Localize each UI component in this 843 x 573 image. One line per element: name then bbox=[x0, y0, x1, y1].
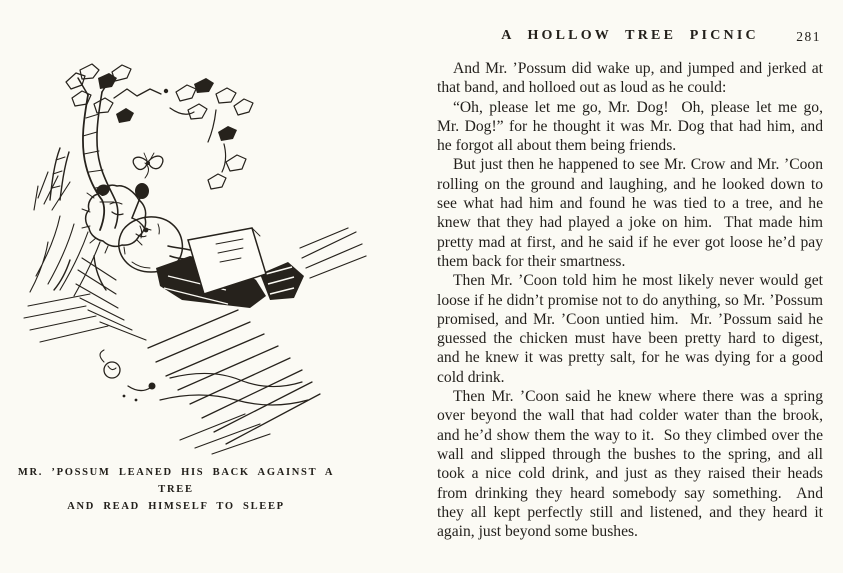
text-line: rolling on the ground and laughing, and he looked down to bbox=[437, 175, 823, 193]
paragraph bbox=[437, 98, 823, 156]
story-text bbox=[437, 59, 823, 541]
text-line: see what had him and found he was tied to a tree, and he bbox=[437, 195, 823, 213]
text-line: that band, and holloed out as loud as he could: bbox=[437, 79, 727, 97]
text-line: again, just beyond some bushes. bbox=[437, 523, 638, 541]
page-number: 281 bbox=[796, 29, 821, 44]
text-line: Then Mr. ’Coon told him he most likely never would get bbox=[453, 272, 823, 290]
illustration-caption bbox=[8, 464, 344, 515]
text-line: took a nice cold drink, and just as they raised their heads bbox=[437, 465, 823, 483]
text-line: But just then he happened to see Mr. Crow and Mr. ’Coon bbox=[453, 156, 823, 174]
text-line: and he knew it was pretty salt, for he was dying for a good bbox=[437, 349, 823, 367]
text-line: Then Mr. ’Coon said he knew where there was a spring bbox=[453, 388, 823, 406]
paragraph bbox=[437, 59, 823, 98]
text-line: from drinking they heard somebody say something. And bbox=[437, 484, 823, 502]
text-line: knew that they had played a joke on him. That made him bbox=[437, 214, 823, 232]
text-line: wall and slipped through the bushes to the spring, and all bbox=[437, 445, 823, 463]
possum-nose bbox=[144, 228, 149, 233]
possum-figure bbox=[82, 185, 304, 308]
text-line: over beyond the wall that had colder water than the brook, bbox=[437, 407, 823, 425]
right-page bbox=[437, 28, 823, 541]
paragraph bbox=[437, 155, 823, 271]
text-line: them back for their smartness. bbox=[437, 252, 626, 270]
text-line: And Mr. ’Possum did wake up, and jumped and jerked at bbox=[453, 60, 823, 77]
tree-trunk bbox=[50, 76, 168, 230]
text-line: guessed the chicken must have been pretty hard to digest, bbox=[437, 330, 823, 348]
text-line: they all kept perfectly still and listened, and they heard it bbox=[437, 503, 823, 521]
paragraph bbox=[437, 271, 823, 387]
caption-line-1: MR. ’POSSUM LEANED HIS BACK AGAINST A TREE bbox=[17, 467, 335, 495]
text-line: and he’d show them the way to it. So they climbed over the bbox=[437, 426, 823, 444]
text-line: promised, and Mr. ’Coon untied him. Mr. ’Possum said he bbox=[437, 310, 823, 328]
grass-and-ground bbox=[24, 172, 366, 454]
running-head bbox=[437, 28, 823, 47]
text-line: he forgot all about them being friends. bbox=[437, 137, 677, 155]
possum-boot bbox=[260, 262, 304, 300]
text-line: Mr. Dog!” for he thought it was Mr. Dog that had him, and bbox=[437, 117, 823, 135]
pipe-icon bbox=[132, 163, 149, 218]
paragraph bbox=[437, 387, 823, 541]
text-line: “Oh, please let me go, Mr. Dog! Oh, please let me go, bbox=[453, 98, 823, 116]
text-line: cold drink. bbox=[437, 368, 505, 386]
caption-line-2: AND READ HIMSELF TO SLEEP bbox=[67, 501, 285, 512]
tobacco-and-pipe bbox=[100, 350, 156, 401]
text-line: loose if he didn’t promise not to do anything, so Mr. ’Possum bbox=[437, 291, 823, 309]
text-line: pretty mad at first, and he said if he ever got loose he’d pay bbox=[437, 233, 823, 251]
illustration-mr-possum-asleep bbox=[20, 48, 420, 460]
leaves bbox=[66, 64, 253, 189]
chapter-title: A HOLLOW TREE PICNIC bbox=[501, 28, 759, 43]
